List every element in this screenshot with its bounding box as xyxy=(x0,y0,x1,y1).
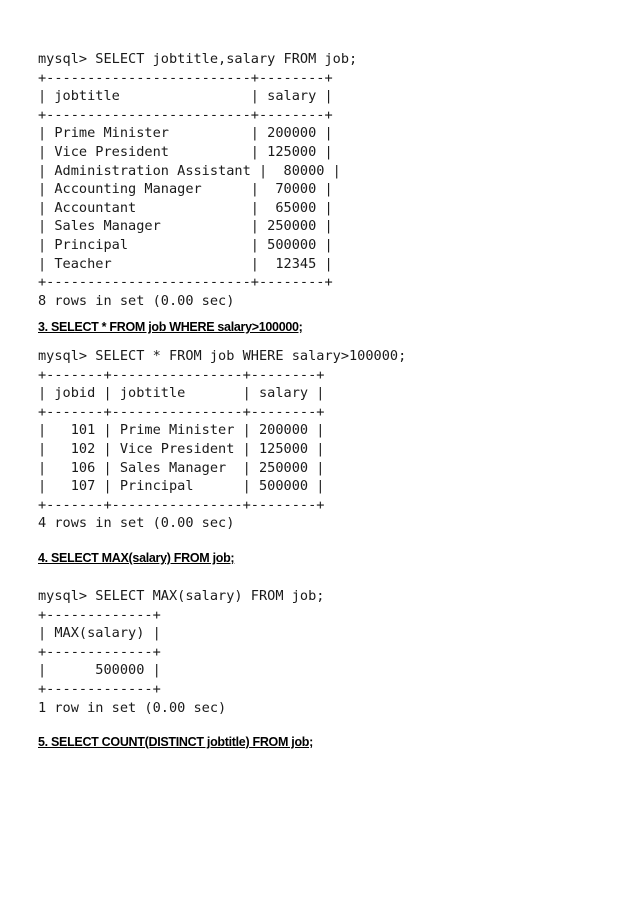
query1-console-output xyxy=(38,50,357,310)
table-header-row: | jobid | jobtitle | salary | xyxy=(38,385,325,402)
table-border: +-------------------------+--------+ xyxy=(38,69,333,86)
table-border: +-------+----------------+--------+ xyxy=(38,403,325,420)
table-row: | Teacher | 12345 | xyxy=(38,255,333,272)
table-row: | 102 | Vice President | 125000 | xyxy=(38,440,325,457)
table-row: | Prime Minister | 200000 | xyxy=(38,125,333,142)
query3-result-summary: 1 row in set (0.00 sec) xyxy=(38,699,227,716)
table-row: | 500000 | xyxy=(38,662,161,679)
table-row: | Sales Manager | 250000 | xyxy=(38,218,333,235)
heading-step-5: 5. SELECT COUNT(DISTINCT jobtitle) FROM job; xyxy=(38,735,313,749)
table-border: +-------+----------------+--------+ xyxy=(38,496,325,513)
query1-result-summary: 8 rows in set (0.00 sec) xyxy=(38,292,235,309)
heading-step-4: 4. SELECT MAX(salary) FROM job; xyxy=(38,551,235,565)
table-row: | Principal | 500000 | xyxy=(38,236,333,253)
table-border: +-------------------------+--------+ xyxy=(38,274,333,291)
query3-command-line: mysql> SELECT MAX(salary) FROM job; xyxy=(38,588,325,604)
query2-console-output xyxy=(38,347,406,533)
table-row: | Administration Assistant | 80000 | xyxy=(38,162,341,179)
query2-command-line: mysql> SELECT * FROM job WHERE salary>100000; xyxy=(38,348,407,364)
table-border: +-------------+ xyxy=(38,606,161,623)
query2-result-summary: 4 rows in set (0.00 sec) xyxy=(38,515,235,532)
table-border: +-------------+ xyxy=(38,680,161,697)
table-row: | Vice President | 125000 | xyxy=(38,143,333,160)
heading-step-3: 3. SELECT * FROM job WHERE salary>100000; xyxy=(38,320,303,334)
table-row: | 106 | Sales Manager | 250000 | xyxy=(38,459,325,476)
table-header-row: | MAX(salary) | xyxy=(38,625,161,642)
table-row: | 107 | Principal | 500000 | xyxy=(38,478,325,495)
table-row: | Accountant | 65000 | xyxy=(38,199,333,216)
table-border: +-------------------------+--------+ xyxy=(38,106,333,123)
table-border: +-------+----------------+--------+ xyxy=(38,366,325,383)
query3-console-output xyxy=(38,587,324,717)
table-header-row: | jobtitle | salary | xyxy=(38,88,333,105)
table-row: | Accounting Manager | 70000 | xyxy=(38,181,333,198)
table-row: | 101 | Prime Minister | 200000 | xyxy=(38,422,325,439)
query1-command-line: mysql> SELECT jobtitle,salary FROM job; xyxy=(38,51,358,67)
table-border: +-------------+ xyxy=(38,643,161,660)
